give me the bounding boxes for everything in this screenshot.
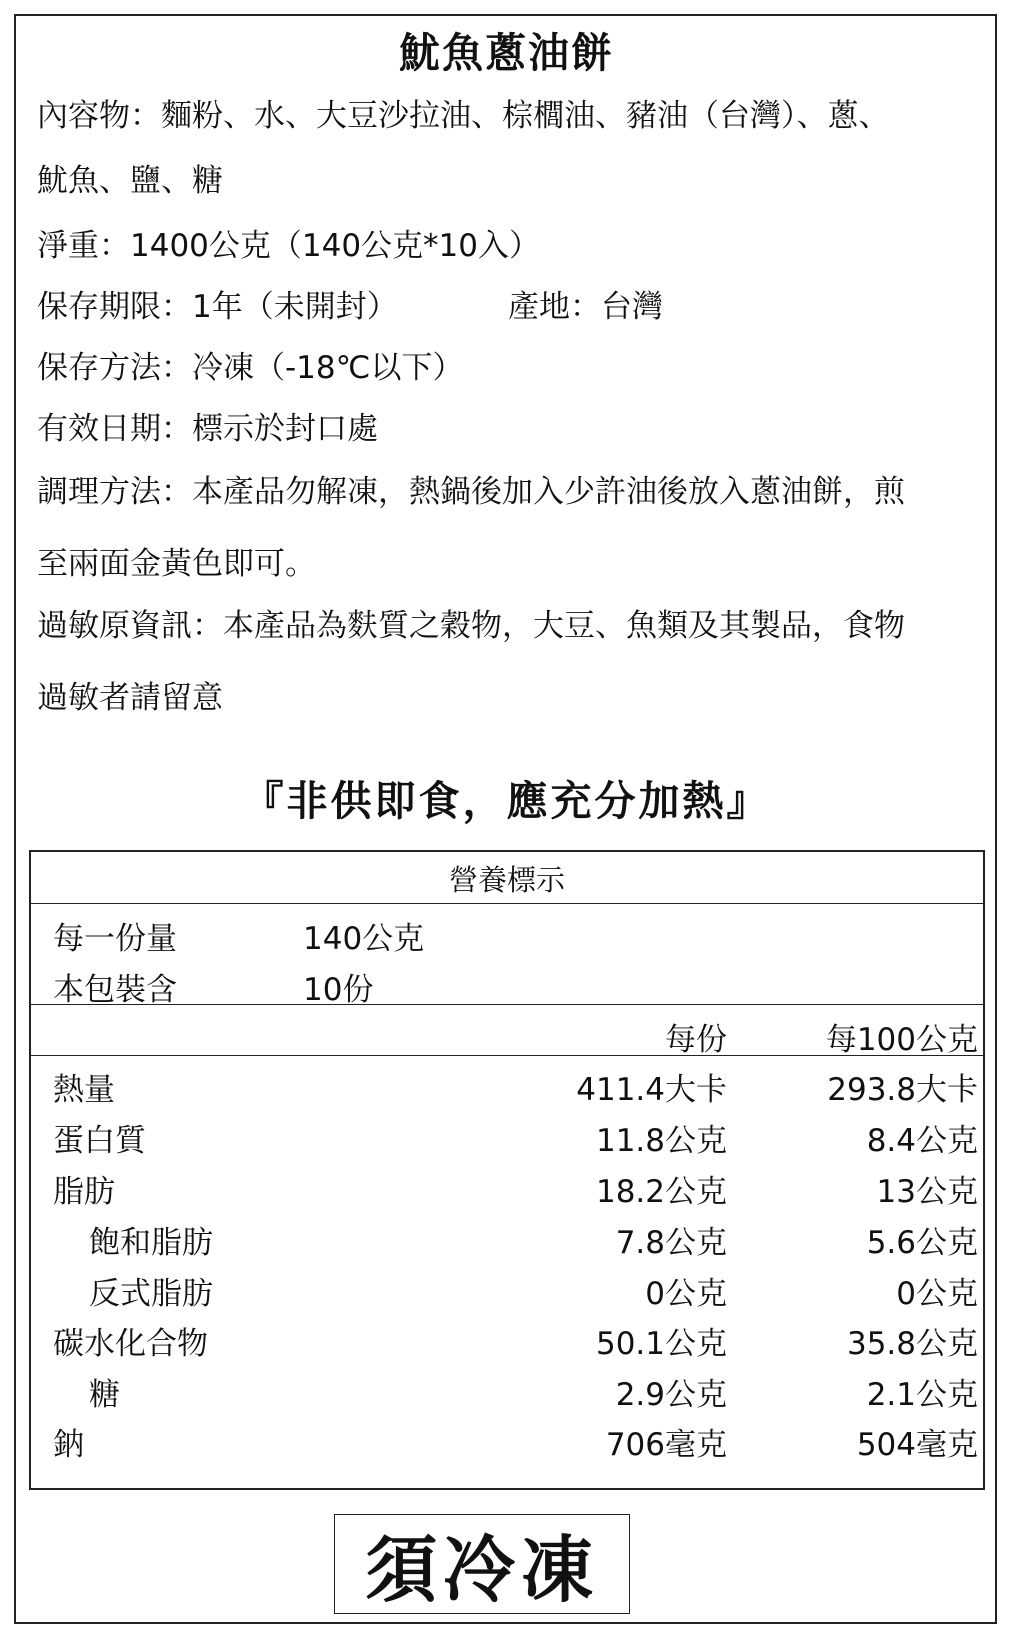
divider	[31, 903, 983, 904]
row-trans-fat-per-100g: 0公克	[896, 1276, 978, 1312]
col-header-per-100g: 每100公克	[825, 1022, 978, 1058]
row-carbohydrate-per-serving: 50.1公克	[595, 1326, 727, 1362]
row-name-sodium: 鈉	[53, 1427, 84, 1463]
row-calories-per-100g: 293.8大卡	[827, 1072, 978, 1108]
expiry-date: 有效日期：標示於封口處	[37, 411, 378, 447]
row-sugar-per-serving: 2.9公克	[615, 1377, 727, 1413]
row-name-saturated-fat: 飽和脂肪	[89, 1225, 213, 1261]
row-calories-per-serving: 411.4大卡	[576, 1072, 727, 1108]
row-trans-fat-per-serving: 0公克	[645, 1276, 727, 1312]
divider	[31, 1004, 983, 1005]
col-header-per-serving: 每份	[665, 1022, 727, 1058]
row-saturated-fat-per-100g: 5.6公克	[866, 1225, 978, 1261]
servings-label: 本包裝含	[53, 972, 177, 1008]
row-name-carbohydrate: 碳水化合物	[53, 1326, 208, 1362]
row-sodium-per-serving: 706毫克	[605, 1427, 727, 1463]
row-sugar-per-100g: 2.1公克	[866, 1377, 978, 1413]
freeze-notice-box	[334, 1514, 630, 1614]
cooking-line-1: 調理方法：本產品勿解凍，熱鍋後加入少許油後放入蔥油餅，煎	[37, 474, 905, 510]
row-carbohydrate-per-100g: 35.8公克	[846, 1326, 978, 1362]
row-name-protein: 蛋白質	[53, 1123, 146, 1159]
heat-warning: 『非供即食，應充分加熱』	[242, 777, 771, 825]
row-name-fat: 脂肪	[53, 1174, 115, 1210]
row-protein-per-100g: 8.4公克	[866, 1123, 978, 1159]
product-title: 魷魚蔥油餅	[399, 29, 614, 77]
divider	[31, 1055, 983, 1056]
row-name-calories: 熱量	[53, 1072, 115, 1108]
row-fat-per-100g: 13公克	[876, 1174, 978, 1210]
row-fat-per-serving: 18.2公克	[595, 1174, 727, 1210]
row-name-trans-fat: 反式脂肪	[89, 1276, 213, 1312]
freeze-notice-text: 須冷凍	[364, 1528, 599, 1612]
row-sodium-per-100g: 504毫克	[856, 1427, 978, 1463]
nutrition-title: 營養標示	[448, 863, 565, 897]
row-saturated-fat-per-serving: 7.8公克	[615, 1225, 727, 1261]
shelf-life: 保存期限：1年（未開封）	[37, 289, 398, 325]
net-weight: 淨重：1400公克（140公克*10入）	[37, 228, 541, 264]
ingredients-line-2: 魷魚、鹽、糖	[37, 163, 223, 199]
row-protein-per-serving: 11.8公克	[595, 1123, 727, 1159]
allergen-line-1: 過敏原資訊：本產品為麩質之穀物，大豆、魚類及其製品，食物	[37, 608, 905, 644]
nutrition-table	[29, 850, 985, 1490]
ingredients-line-1: 內容物：麵粉、水、大豆沙拉油、棕櫚油、豬油（台灣）、蔥、	[37, 98, 890, 134]
servings-value: 10份	[303, 972, 374, 1008]
serving-size-value: 140公克	[303, 921, 425, 957]
serving-size-label: 每一份量	[53, 921, 177, 957]
storage-method: 保存方法：冷凍（-18℃以下）	[37, 350, 464, 386]
origin: 產地：台灣	[508, 289, 663, 325]
row-name-sugar: 糖	[89, 1377, 120, 1413]
cooking-line-2: 至兩面金黃色即可。	[37, 546, 316, 582]
allergen-line-2: 過敏者請留意	[37, 680, 223, 716]
